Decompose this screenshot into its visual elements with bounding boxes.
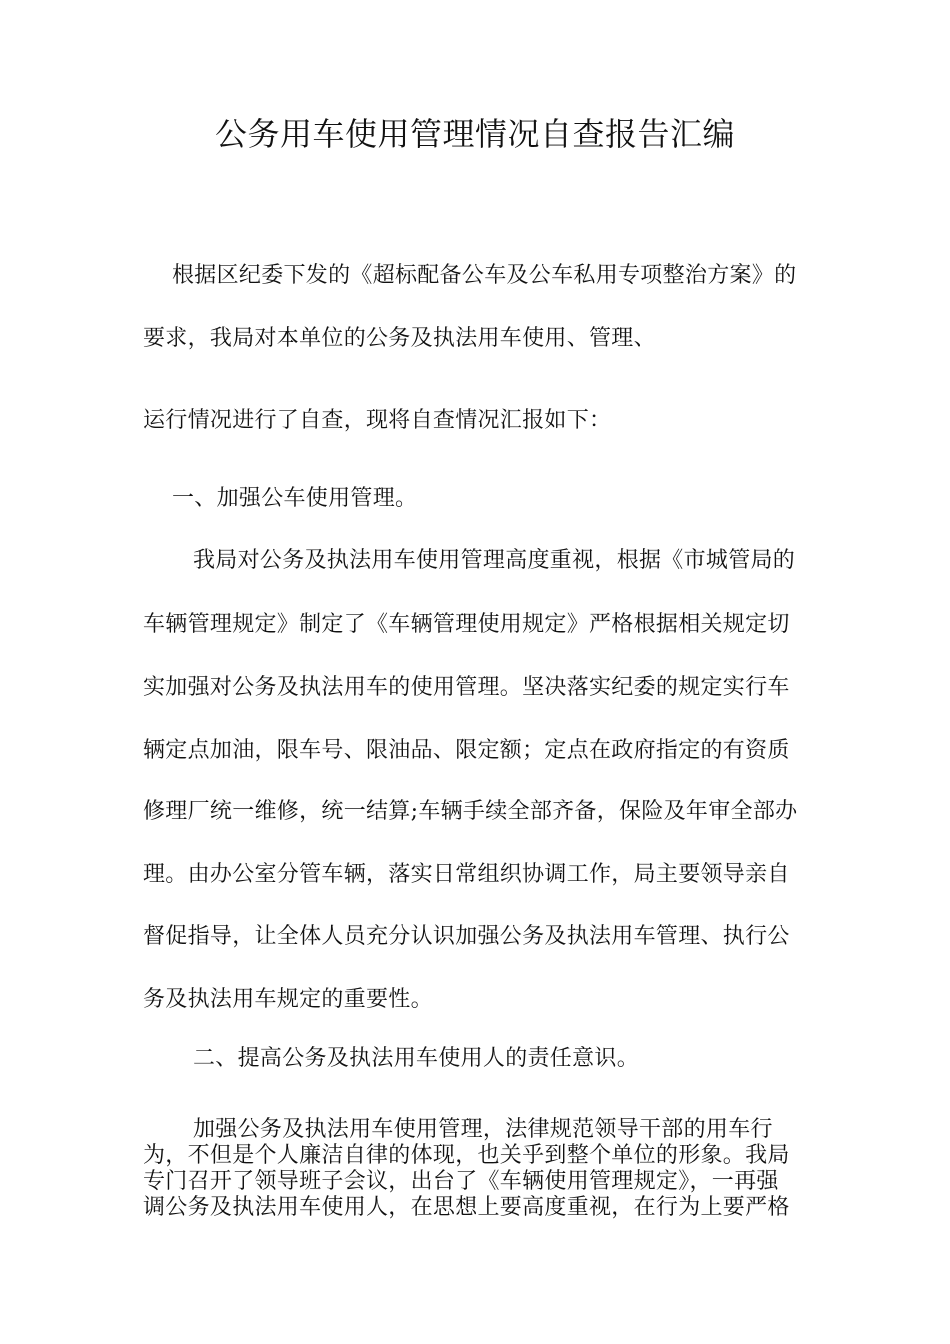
paragraph-line: 加强公务及执法用车使用管理，法律规范领导干部的用车行 [193, 1117, 773, 1142]
paragraph-line: 辆定点加油，限车号、限油品、限定额；定点在政府指定的有资质 [143, 738, 790, 763]
paragraph-line: 为，不但是个人廉洁自律的体现，也关乎到整个单位的形象。我局 [143, 1143, 790, 1168]
paragraph-line: 实加强对公务及执法用车的使用管理。坚决落实纪委的规定实行车 [143, 675, 790, 700]
section-heading: 二、提高公务及执法用车使用人的责任意识。 [193, 1046, 640, 1071]
paragraph-line: 务及执法用车规定的重要性。 [143, 987, 433, 1012]
paragraph-line: 要求，我局对本单位的公务及执法用车使用、管理、 [143, 326, 656, 351]
paragraph-line: 运行情况进行了自查，现将自查情况汇报如下： [143, 408, 612, 433]
paragraph-line: 督促指导，让全体人员充分认识加强公务及执法用车管理、执行公 [143, 924, 790, 949]
paragraph-line: 理。由办公室分管车辆，落实日常组织协调工作，局主要领导亲自 [143, 862, 790, 887]
paragraph-line: 我局对公务及执法用车使用管理高度重视，根据《市城管局的 [193, 548, 796, 573]
paragraph-line: 专门召开了领导班子会议，出台了《车辆使用管理规定》，一再强 [143, 1169, 779, 1194]
paragraph-line: 根据区纪委下发的《超标配备公车及公车私用专项整治方案》的 [172, 263, 797, 288]
paragraph-line: 修理厂统一维修，统一结算;车辆手续全部齐备，保险及年审全部办 [143, 799, 798, 824]
paragraph-line: 调公务及执法用车使用人，在思想上要高度重视，在行为上要严格 [143, 1195, 790, 1220]
section-heading: 一、加强公车使用管理。 [172, 486, 418, 511]
document-title: 公务用车使用管理情况自查报告汇编 [214, 115, 735, 153]
paragraph-line: 车辆管理规定》制定了《车辆管理使用规定》严格根据相关规定切 [143, 612, 790, 637]
